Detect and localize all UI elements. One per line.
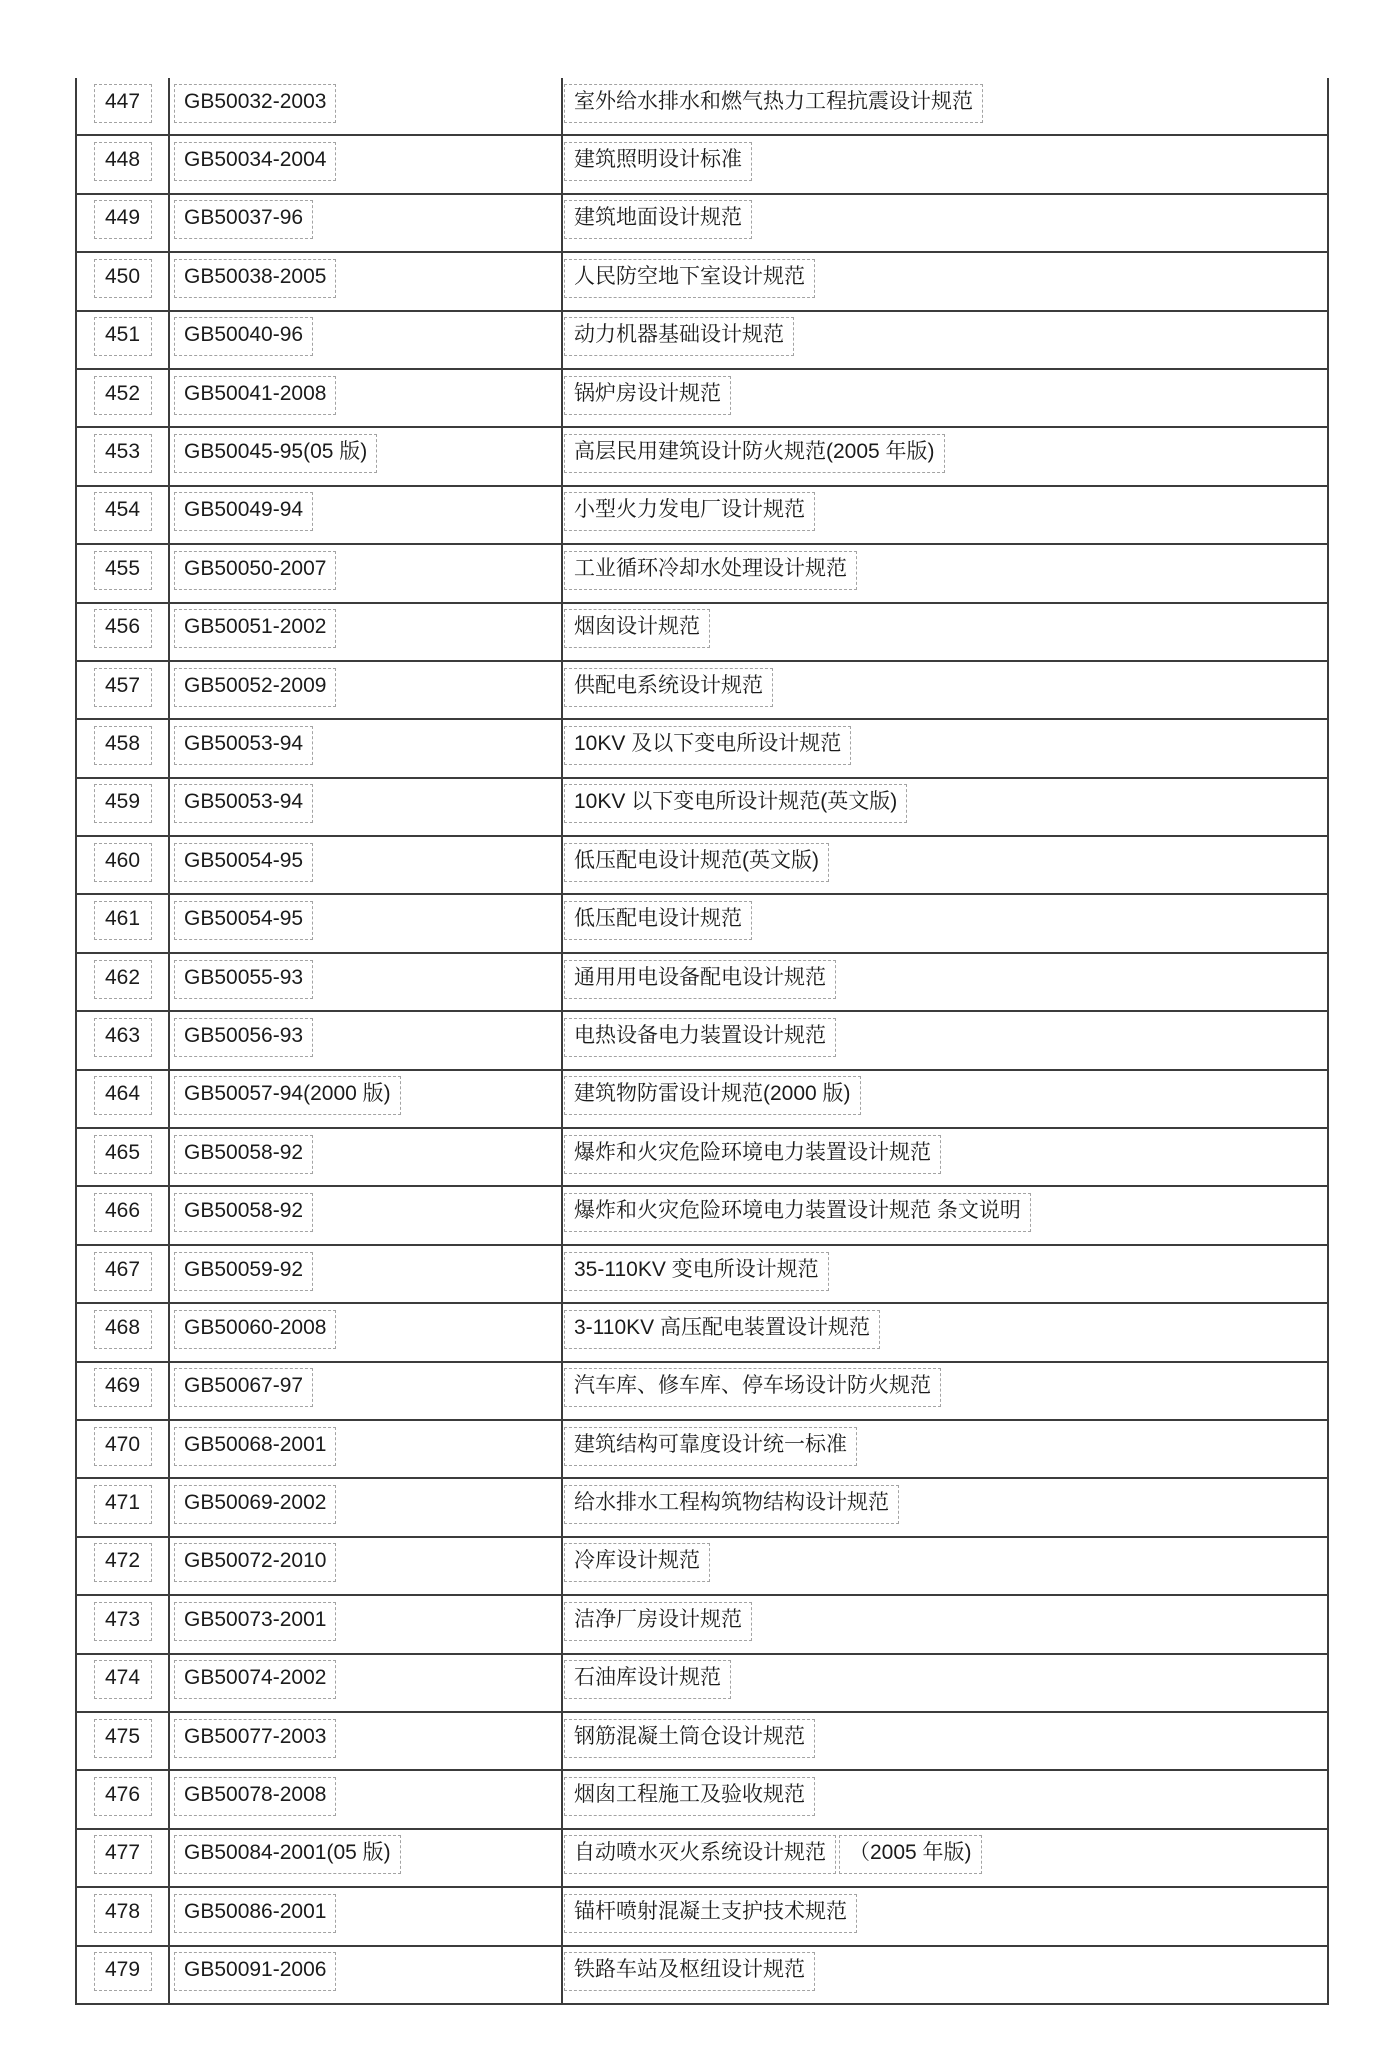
standard-title: 锅炉房设计规范 [564, 376, 731, 415]
standard-code-cell [170, 1888, 563, 1944]
standard-code: GB50078-2008 [174, 1777, 336, 1816]
standard-title-cell [563, 1479, 1329, 1535]
row-number-cell [75, 895, 170, 951]
standard-title: 供配电系统设计规范 [564, 668, 773, 707]
row-number: 452 [94, 376, 152, 415]
row-number: 450 [94, 259, 152, 298]
table-row [75, 1830, 1329, 1888]
row-number-cell [75, 78, 170, 134]
standard-title-cell [563, 195, 1329, 251]
standard-title-cell [563, 428, 1329, 484]
row-number: 474 [94, 1660, 152, 1699]
standard-title-cell [563, 837, 1329, 893]
standard-title-cell [563, 253, 1329, 309]
row-number: 478 [94, 1894, 152, 1933]
table-row [75, 312, 1329, 370]
standard-title: 低压配电设计规范 [564, 901, 752, 940]
standard-code: GB50057-94(2000 版) [174, 1076, 401, 1115]
standard-code-cell [170, 487, 563, 543]
standard-code-cell [170, 954, 563, 1010]
standard-code: GB50056-93 [174, 1018, 313, 1057]
row-number-cell [75, 195, 170, 251]
table-row [75, 195, 1329, 253]
standard-title-cell [563, 779, 1329, 835]
standard-code: GB50060-2008 [174, 1310, 336, 1349]
table-row [75, 1363, 1329, 1421]
table-row [75, 1187, 1329, 1245]
standard-title-cell [563, 1771, 1329, 1827]
standard-code-cell [170, 1479, 563, 1535]
row-number: 460 [94, 843, 152, 882]
table-row [75, 487, 1329, 545]
standard-code-cell [170, 1596, 563, 1652]
standard-code: GB50058-92 [174, 1135, 313, 1174]
standard-title-cell [563, 1071, 1329, 1127]
standard-title-cell [563, 1304, 1329, 1360]
standard-title-cell [563, 604, 1329, 660]
standard-title-cell [563, 1129, 1329, 1185]
standard-title: 汽车库、修车库、停车场设计防火规范 [564, 1368, 941, 1407]
standard-code: GB50086-2001 [174, 1894, 336, 1933]
standard-code: GB50038-2005 [174, 259, 336, 298]
table-row [75, 1012, 1329, 1070]
row-number: 449 [94, 200, 152, 239]
standard-title: 烟囱设计规范 [564, 609, 710, 648]
row-number-cell [75, 720, 170, 776]
row-number-cell [75, 1304, 170, 1360]
standard-code-cell [170, 895, 563, 951]
standard-title: 自动喷水灭火系统设计规范 [564, 1835, 836, 1874]
standard-code: GB50054-95 [174, 843, 313, 882]
row-number-cell [75, 370, 170, 426]
standard-code-cell [170, 779, 563, 835]
standard-title: 烟囱工程施工及验收规范 [564, 1777, 815, 1816]
row-number: 451 [94, 317, 152, 356]
table-row [75, 662, 1329, 720]
standard-title-cell [563, 1830, 1329, 1886]
table-row [75, 1655, 1329, 1713]
standard-title-cell [563, 1655, 1329, 1711]
standard-code-cell [170, 1012, 563, 1068]
standard-title: 给水排水工程构筑物结构设计规范 [564, 1485, 899, 1524]
row-number: 479 [94, 1952, 152, 1991]
standard-title-cell [563, 1246, 1329, 1302]
table-row [75, 1129, 1329, 1187]
table-row [75, 895, 1329, 953]
standard-title-cell [563, 545, 1329, 601]
standard-title-cell [563, 1538, 1329, 1594]
table-row [75, 370, 1329, 428]
table-row [75, 954, 1329, 1012]
standard-title-cell [563, 312, 1329, 368]
row-number: 467 [94, 1252, 152, 1291]
standard-code-cell [170, 370, 563, 426]
standard-title: 高层民用建筑设计防火规范(2005 年版) [564, 434, 945, 473]
standard-code-cell [170, 837, 563, 893]
row-number: 448 [94, 142, 152, 181]
standard-title-cell [563, 1888, 1329, 1944]
standard-code: GB50053-94 [174, 726, 313, 765]
table-row [75, 545, 1329, 603]
row-number-cell [75, 954, 170, 1010]
standard-code-cell [170, 1655, 563, 1711]
standard-code-cell [170, 720, 563, 776]
standard-code: GB50051-2002 [174, 609, 336, 648]
table-row [75, 1888, 1329, 1946]
row-number-cell [75, 428, 170, 484]
standard-code-cell [170, 195, 563, 251]
row-number-cell [75, 1771, 170, 1827]
standard-title-cell [563, 1012, 1329, 1068]
row-number-cell [75, 1538, 170, 1594]
row-number-cell [75, 779, 170, 835]
standard-code-cell [170, 312, 563, 368]
standard-code: GB50091-2006 [174, 1952, 336, 1991]
standard-code: GB50077-2003 [174, 1719, 336, 1758]
standard-code-cell [170, 1071, 563, 1127]
standard-title: （2005 年版) [839, 1835, 982, 1874]
standard-code-cell [170, 428, 563, 484]
row-number: 454 [94, 492, 152, 531]
standards-table [75, 78, 1329, 2005]
table-row [75, 1596, 1329, 1654]
row-number: 471 [94, 1485, 152, 1524]
row-number: 470 [94, 1427, 152, 1466]
standard-code-cell [170, 78, 563, 134]
standard-title: 工业循环冷却水处理设计规范 [564, 551, 857, 590]
standard-code-cell [170, 1771, 563, 1827]
standard-code: GB50037-96 [174, 200, 313, 239]
standard-code: GB50068-2001 [174, 1427, 336, 1466]
standard-code: GB50041-2008 [174, 376, 336, 415]
row-number: 459 [94, 784, 152, 823]
row-number-cell [75, 253, 170, 309]
row-number-cell [75, 1947, 170, 2003]
table-row [75, 1713, 1329, 1771]
standard-code-cell [170, 136, 563, 192]
row-number: 469 [94, 1368, 152, 1407]
row-number: 473 [94, 1602, 152, 1641]
standard-code-cell [170, 1713, 563, 1769]
table-row [75, 1947, 1329, 2005]
standard-title-cell [563, 1363, 1329, 1419]
standard-title: 冷库设计规范 [564, 1543, 710, 1582]
row-number-cell [75, 1012, 170, 1068]
row-number: 453 [94, 434, 152, 473]
standard-title: 建筑地面设计规范 [564, 200, 752, 239]
table-row [75, 837, 1329, 895]
standard-title: 通用用电设备配电设计规范 [564, 960, 836, 999]
standard-code: GB50058-92 [174, 1193, 313, 1232]
standard-code-cell [170, 1830, 563, 1886]
standard-title-cell [563, 1187, 1329, 1243]
standard-code-cell [170, 1304, 563, 1360]
standard-title-cell [563, 136, 1329, 192]
row-number: 464 [94, 1076, 152, 1115]
row-number-cell [75, 1655, 170, 1711]
standard-code: GB50050-2007 [174, 551, 336, 590]
row-number-cell [75, 1363, 170, 1419]
standard-code: GB50053-94 [174, 784, 313, 823]
row-number: 447 [94, 84, 152, 123]
row-number: 472 [94, 1543, 152, 1582]
row-number-cell [75, 1187, 170, 1243]
standard-title: 建筑照明设计标准 [564, 142, 752, 181]
standard-title-cell [563, 895, 1329, 951]
standard-title: 3-110KV 高压配电装置设计规范 [564, 1310, 880, 1349]
standard-title: 人民防空地下室设计规范 [564, 259, 815, 298]
standard-code: GB50084-2001(05 版) [174, 1835, 401, 1874]
standard-title-cell [563, 662, 1329, 718]
standard-title: 爆炸和火灾危险环境电力装置设计规范 [564, 1135, 941, 1174]
standard-title: 动力机器基础设计规范 [564, 317, 794, 356]
standard-code: GB50054-95 [174, 901, 313, 940]
standard-title-cell [563, 78, 1329, 134]
standard-code: GB50049-94 [174, 492, 313, 531]
standard-code-cell [170, 662, 563, 718]
standard-code: GB50072-2010 [174, 1543, 336, 1582]
row-number-cell [75, 1713, 170, 1769]
standard-title: 低压配电设计规范(英文版) [564, 843, 829, 882]
table-row [75, 604, 1329, 662]
row-number-cell [75, 1129, 170, 1185]
standard-title: 10KV 及以下变电所设计规范 [564, 726, 851, 765]
row-number-cell [75, 487, 170, 543]
standard-code: GB50069-2002 [174, 1485, 336, 1524]
table-row [75, 1071, 1329, 1129]
row-number: 458 [94, 726, 152, 765]
table-row [75, 779, 1329, 837]
table-row [75, 78, 1329, 136]
table-row [75, 1304, 1329, 1362]
row-number: 462 [94, 960, 152, 999]
table-row [75, 428, 1329, 486]
standard-code: GB50073-2001 [174, 1602, 336, 1641]
standard-code: GB50045-95(05 版) [174, 434, 377, 473]
standard-title: 电热设备电力装置设计规范 [564, 1018, 836, 1057]
standard-code: GB50052-2009 [174, 668, 336, 707]
row-number-cell [75, 545, 170, 601]
standard-code-cell [170, 1363, 563, 1419]
standard-title: 锚杆喷射混凝土支护技术规范 [564, 1894, 857, 1933]
row-number-cell [75, 1596, 170, 1652]
standard-title: 建筑结构可靠度设计统一标准 [564, 1427, 857, 1466]
row-number-cell [75, 1888, 170, 1944]
standard-title: 铁路车站及枢纽设计规范 [564, 1952, 815, 1991]
table-row [75, 1421, 1329, 1479]
row-number: 463 [94, 1018, 152, 1057]
standard-title-cell [563, 370, 1329, 426]
standard-title: 小型火力发电厂设计规范 [564, 492, 815, 531]
row-number-cell [75, 312, 170, 368]
table-row [75, 1479, 1329, 1537]
standard-code-cell [170, 1246, 563, 1302]
standard-title: 爆炸和火灾危险环境电力装置设计规范 条文说明 [564, 1193, 1031, 1232]
row-number-cell [75, 604, 170, 660]
row-number: 477 [94, 1835, 152, 1874]
row-number-cell [75, 837, 170, 893]
standard-code: GB50032-2003 [174, 84, 336, 123]
table-row [75, 1246, 1329, 1304]
standard-code-cell [170, 604, 563, 660]
row-number: 476 [94, 1777, 152, 1816]
standard-title-cell [563, 1421, 1329, 1477]
standard-title: 洁净厂房设计规范 [564, 1602, 752, 1641]
standard-title-cell [563, 720, 1329, 776]
row-number: 461 [94, 901, 152, 940]
standard-code-cell [170, 1421, 563, 1477]
standard-code-cell [170, 1187, 563, 1243]
standard-code-cell [170, 1129, 563, 1185]
table-row [75, 720, 1329, 778]
standard-title: 10KV 以下变电所设计规范(英文版) [564, 784, 907, 823]
standard-title-cell [563, 954, 1329, 1010]
table-row [75, 136, 1329, 194]
row-number: 465 [94, 1135, 152, 1174]
standard-title-cell [563, 487, 1329, 543]
standard-code: GB50059-92 [174, 1252, 313, 1291]
table-row [75, 1538, 1329, 1596]
row-number: 457 [94, 668, 152, 707]
standard-code-cell [170, 545, 563, 601]
standard-code: GB50040-96 [174, 317, 313, 356]
row-number-cell [75, 1071, 170, 1127]
row-number-cell [75, 136, 170, 192]
row-number-cell [75, 662, 170, 718]
standard-title-cell [563, 1713, 1329, 1769]
standard-title-cell [563, 1596, 1329, 1652]
standard-title: 钢筋混凝土筒仓设计规范 [564, 1719, 815, 1758]
standard-code-cell [170, 1947, 563, 2003]
table-row [75, 1771, 1329, 1829]
standard-title: 35-110KV 变电所设计规范 [564, 1252, 829, 1291]
standard-title-cell [563, 1947, 1329, 2003]
row-number-cell [75, 1421, 170, 1477]
row-number: 475 [94, 1719, 152, 1758]
row-number: 468 [94, 1310, 152, 1349]
row-number-cell [75, 1479, 170, 1535]
row-number-cell [75, 1830, 170, 1886]
row-number-cell [75, 1246, 170, 1302]
standard-code: GB50055-93 [174, 960, 313, 999]
standard-title: 石油库设计规范 [564, 1660, 731, 1699]
row-number: 466 [94, 1193, 152, 1232]
table-row [75, 253, 1329, 311]
row-number: 455 [94, 551, 152, 590]
standard-code-cell [170, 253, 563, 309]
standard-code: GB50074-2002 [174, 1660, 336, 1699]
standard-title: 建筑物防雷设计规范(2000 版) [564, 1076, 861, 1115]
standard-code: GB50067-97 [174, 1368, 313, 1407]
standard-code-cell [170, 1538, 563, 1594]
standard-title: 室外给水排水和燃气热力工程抗震设计规范 [564, 84, 983, 123]
standard-code: GB50034-2004 [174, 142, 336, 181]
row-number: 456 [94, 609, 152, 648]
